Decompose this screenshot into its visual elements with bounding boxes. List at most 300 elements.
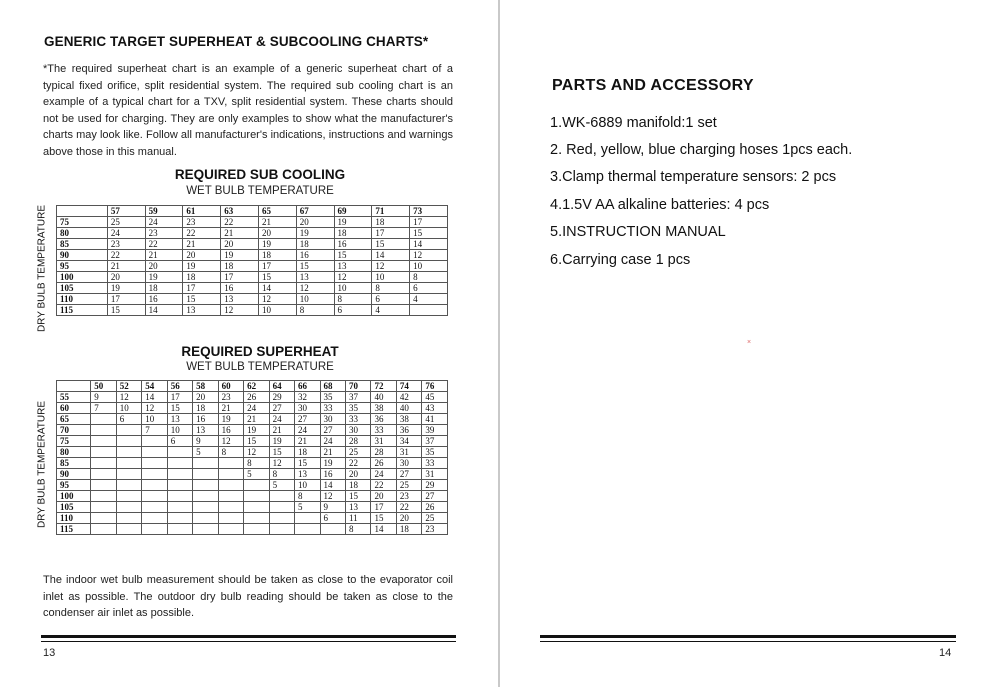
table-cell: 20 <box>258 228 296 239</box>
table-cell: 10 <box>116 403 141 414</box>
column-header: 68 <box>320 381 345 392</box>
table-cell: 22 <box>183 228 221 239</box>
table-row <box>57 469 448 480</box>
table-row <box>57 513 448 524</box>
table-cell: 21 <box>218 403 243 414</box>
footer-rule-thick <box>41 635 456 638</box>
table-cell <box>91 414 116 425</box>
row-header: 60 <box>57 403 91 414</box>
table-cell <box>116 502 141 513</box>
table-cell: 18 <box>145 283 183 294</box>
table-cell: 21 <box>107 261 145 272</box>
footer-rule-thick-right <box>540 635 956 638</box>
table-cell: 12 <box>320 491 345 502</box>
table-cell: 14 <box>258 283 296 294</box>
table-cell: 12 <box>116 392 141 403</box>
table-cell: 22 <box>396 502 421 513</box>
table-cell: 19 <box>320 458 345 469</box>
table-cell: 15 <box>371 513 396 524</box>
table-cell: 30 <box>396 458 421 469</box>
table-cell: 19 <box>258 239 296 250</box>
table-cell <box>91 458 116 469</box>
table-cell: 26 <box>371 458 396 469</box>
table-cell <box>167 502 192 513</box>
table-cell <box>193 513 218 524</box>
table-cell <box>193 458 218 469</box>
table-cell <box>244 480 269 491</box>
table-cell: 16 <box>145 294 183 305</box>
table-cell: 30 <box>345 425 370 436</box>
table-cell <box>142 469 167 480</box>
row-header: 80 <box>57 228 108 239</box>
table-cell: 17 <box>167 392 192 403</box>
table-cell <box>244 491 269 502</box>
table-cell <box>91 524 116 535</box>
table-cell <box>167 513 192 524</box>
table-cell <box>244 524 269 535</box>
table-cell <box>167 480 192 491</box>
table-cell: 14 <box>410 239 448 250</box>
table-cell: 18 <box>221 261 259 272</box>
superheat-title: REQUIRED SUPERHEAT <box>181 344 339 359</box>
row-header: 115 <box>57 524 91 535</box>
table-cell <box>218 524 243 535</box>
table-row <box>57 491 448 502</box>
table-cell: 20 <box>296 217 334 228</box>
table-cell <box>91 425 116 436</box>
table-cell: 21 <box>295 436 320 447</box>
table-cell: 18 <box>396 524 421 535</box>
table-cell: 34 <box>396 436 421 447</box>
column-header: 71 <box>372 206 410 217</box>
table-cell: 10 <box>372 272 410 283</box>
table-cell: 27 <box>320 425 345 436</box>
table-cell: 33 <box>422 458 448 469</box>
row-header: 85 <box>57 239 108 250</box>
table-cell <box>410 305 448 316</box>
column-header: 74 <box>396 381 421 392</box>
table-cell <box>116 491 141 502</box>
table-row <box>57 447 448 458</box>
row-header: 65 <box>57 414 91 425</box>
table-cell: 15 <box>269 447 294 458</box>
table-row <box>57 425 448 436</box>
table-cell: 14 <box>142 392 167 403</box>
row-header: 105 <box>57 502 91 513</box>
table-cell: 12 <box>258 294 296 305</box>
table-cell: 16 <box>296 250 334 261</box>
table-cell: 21 <box>244 414 269 425</box>
table-cell: 8 <box>295 491 320 502</box>
table-cell: 22 <box>221 217 259 228</box>
table-cell: 21 <box>320 447 345 458</box>
column-header: 72 <box>371 381 396 392</box>
table-cell: 25 <box>345 447 370 458</box>
table-cell: 14 <box>372 250 410 261</box>
table-cell: 6 <box>410 283 448 294</box>
table-cell: 17 <box>183 283 221 294</box>
column-header: 67 <box>296 206 334 217</box>
table-cell <box>218 513 243 524</box>
table-row <box>57 524 448 535</box>
table-cell: 15 <box>167 403 192 414</box>
table-cell: 35 <box>422 447 448 458</box>
table-cell: 16 <box>334 239 372 250</box>
table-row <box>57 480 448 491</box>
table-cell: 21 <box>183 239 221 250</box>
stray-mark: × <box>747 339 752 346</box>
row-header: 70 <box>57 425 91 436</box>
table-cell: 22 <box>107 250 145 261</box>
table-cell <box>167 447 192 458</box>
column-header: 50 <box>91 381 116 392</box>
table-row <box>57 217 448 228</box>
table-cell <box>116 436 141 447</box>
table-cell <box>142 524 167 535</box>
table-cell: 20 <box>396 513 421 524</box>
table-cell: 12 <box>410 250 448 261</box>
table-cell <box>116 458 141 469</box>
table-cell <box>218 469 243 480</box>
table-cell <box>142 447 167 458</box>
table-cell: 8 <box>372 283 410 294</box>
table-cell: 19 <box>107 283 145 294</box>
left-page <box>0 0 499 687</box>
table-cell <box>116 425 141 436</box>
table-cell: 17 <box>410 217 448 228</box>
row-header: 80 <box>57 447 91 458</box>
table-cell <box>116 480 141 491</box>
table-cell: 11 <box>345 513 370 524</box>
subcooling-title: REQUIRED SUB COOLING <box>174 167 346 182</box>
table-cell: 39 <box>422 425 448 436</box>
table-cell: 10 <box>142 414 167 425</box>
column-header: 59 <box>145 206 183 217</box>
parts-item: 4.1.5V AA alkaline batteries: 4 pcs <box>550 197 770 213</box>
row-header: 95 <box>57 480 91 491</box>
table-cell: 27 <box>295 414 320 425</box>
table-cell: 13 <box>334 261 372 272</box>
table-header-row <box>57 206 448 217</box>
table-cell: 40 <box>396 403 421 414</box>
table-cell: 31 <box>371 436 396 447</box>
table-cell <box>269 491 294 502</box>
table-cell: 24 <box>145 217 183 228</box>
table-cell: 9 <box>193 436 218 447</box>
parts-item: 5.INSTRUCTION MANUAL <box>550 224 726 240</box>
superheat-side-label: DRY BULB TEMPERATURE <box>36 400 48 529</box>
table-cell: 17 <box>371 502 396 513</box>
table-cell: 17 <box>372 228 410 239</box>
table-cell: 42 <box>396 392 421 403</box>
table-cell: 24 <box>371 469 396 480</box>
table-row <box>57 250 448 261</box>
table-cell: 14 <box>371 524 396 535</box>
table-cell: 6 <box>320 513 345 524</box>
table-cell: 13 <box>183 305 221 316</box>
table-cell: 25 <box>396 480 421 491</box>
table-cell: 18 <box>183 272 221 283</box>
column-header: 52 <box>116 381 141 392</box>
table-cell <box>116 447 141 458</box>
table-cell: 13 <box>295 469 320 480</box>
table-cell: 4 <box>410 294 448 305</box>
table-cell <box>116 524 141 535</box>
table-cell: 36 <box>396 425 421 436</box>
table-cell: 6 <box>116 414 141 425</box>
table-cell: 14 <box>145 305 183 316</box>
table-cell: 26 <box>244 392 269 403</box>
footer-rule-thin <box>41 641 456 642</box>
column-header: 61 <box>183 206 221 217</box>
table-cell: 17 <box>107 294 145 305</box>
table-cell <box>193 469 218 480</box>
table-cell: 20 <box>371 491 396 502</box>
table-cell: 17 <box>221 272 259 283</box>
table-cell: 33 <box>371 425 396 436</box>
table-row <box>57 403 448 414</box>
table-cell <box>193 524 218 535</box>
charts-title: GENERIC TARGET SUPERHEAT & SUBCOOLING CHARTS* <box>44 34 429 49</box>
column-header: 66 <box>295 381 320 392</box>
table-cell: 20 <box>221 239 259 250</box>
parts-item: 2. Red, yellow, blue charging hoses 1pcs each. <box>550 142 853 158</box>
table-cell: 15 <box>244 436 269 447</box>
table-row <box>57 502 448 513</box>
table-cell: 10 <box>258 305 296 316</box>
table-cell: 8 <box>244 458 269 469</box>
table-cell: 9 <box>320 502 345 513</box>
table-cell: 14 <box>320 480 345 491</box>
table-cell: 15 <box>258 272 296 283</box>
table-cell <box>218 502 243 513</box>
superheat-subtitle: WET BULB TEMPERATURE <box>186 361 334 373</box>
row-header: 75 <box>57 217 108 228</box>
row-header: 100 <box>57 272 108 283</box>
table-cell <box>269 524 294 535</box>
table-cell: 6 <box>334 305 372 316</box>
table-cell: 7 <box>91 403 116 414</box>
table-cell: 15 <box>107 305 145 316</box>
table-cell: 29 <box>269 392 294 403</box>
table-cell: 31 <box>422 469 448 480</box>
table-cell: 19 <box>296 228 334 239</box>
table-cell: 12 <box>142 403 167 414</box>
table-cell <box>218 458 243 469</box>
table-cell <box>295 524 320 535</box>
row-header: 115 <box>57 305 108 316</box>
row-header: 95 <box>57 261 108 272</box>
column-header: 58 <box>193 381 218 392</box>
table-header-row <box>57 381 448 392</box>
table-cell <box>244 513 269 524</box>
table-cell: 20 <box>345 469 370 480</box>
table-cell: 21 <box>221 228 259 239</box>
table-cell: 35 <box>345 403 370 414</box>
table-cell: 6 <box>167 436 192 447</box>
table-cell: 18 <box>295 447 320 458</box>
table-cell: 8 <box>334 294 372 305</box>
table-cell: 23 <box>422 524 448 535</box>
table-cell: 16 <box>193 414 218 425</box>
table-row <box>57 239 448 250</box>
superheat-table <box>56 380 448 535</box>
row-header: 110 <box>57 294 108 305</box>
table-cell: 24 <box>107 228 145 239</box>
parts-item: 6.Carrying case 1 pcs <box>550 252 691 268</box>
table-cell: 27 <box>422 491 448 502</box>
table-cell: 20 <box>107 272 145 283</box>
table-cell: 5 <box>269 480 294 491</box>
table-cell <box>218 480 243 491</box>
table-cell: 23 <box>396 491 421 502</box>
table-cell <box>269 513 294 524</box>
table-row <box>57 305 448 316</box>
table-cell: 19 <box>244 425 269 436</box>
table-cell <box>269 502 294 513</box>
column-header: 64 <box>269 381 294 392</box>
table-row <box>57 272 448 283</box>
table-cell: 16 <box>218 425 243 436</box>
table-cell: 20 <box>145 261 183 272</box>
table-cell: 13 <box>296 272 334 283</box>
column-header: 62 <box>244 381 269 392</box>
table-row <box>57 414 448 425</box>
table-cell: 10 <box>167 425 192 436</box>
parts-item: 1.WK-6889 manifold:1 set <box>550 115 717 131</box>
table-cell: 25 <box>107 217 145 228</box>
table-cell <box>142 458 167 469</box>
table-cell: 13 <box>167 414 192 425</box>
table-cell <box>142 513 167 524</box>
table-cell: 8 <box>410 272 448 283</box>
table-cell: 19 <box>269 436 294 447</box>
table-cell: 15 <box>410 228 448 239</box>
table-cell: 32 <box>295 392 320 403</box>
table-cell: 15 <box>296 261 334 272</box>
table-cell: 33 <box>345 414 370 425</box>
table-cell: 19 <box>221 250 259 261</box>
table-cell: 23 <box>107 239 145 250</box>
table-row <box>57 283 448 294</box>
table-cell: 35 <box>320 392 345 403</box>
column-header: 73 <box>410 206 448 217</box>
table-cell: 18 <box>258 250 296 261</box>
table-cell: 24 <box>295 425 320 436</box>
table-cell: 36 <box>371 414 396 425</box>
table-cell: 18 <box>296 239 334 250</box>
subcooling-side-label: DRY BULB TEMPERATURE <box>36 204 48 333</box>
table-cell <box>91 436 116 447</box>
table-cell: 10 <box>334 283 372 294</box>
table-cell <box>193 480 218 491</box>
table-cell: 27 <box>396 469 421 480</box>
column-header: 54 <box>142 381 167 392</box>
table-cell <box>91 447 116 458</box>
table-cell <box>142 502 167 513</box>
subcooling-subtitle: WET BULB TEMPERATURE <box>186 185 334 197</box>
column-header: 63 <box>221 206 259 217</box>
table-cell: 26 <box>422 502 448 513</box>
table-cell: 12 <box>334 272 372 283</box>
column-header: 56 <box>167 381 192 392</box>
row-header: 75 <box>57 436 91 447</box>
table-cell: 41 <box>422 414 448 425</box>
table-cell: 12 <box>218 436 243 447</box>
table-cell: 19 <box>334 217 372 228</box>
table-cell <box>167 469 192 480</box>
table-cell: 30 <box>295 403 320 414</box>
subcooling-table <box>56 205 448 316</box>
table-cell: 29 <box>422 480 448 491</box>
table-cell: 5 <box>295 502 320 513</box>
table-row <box>57 436 448 447</box>
table-cell <box>167 458 192 469</box>
table-row <box>57 392 448 403</box>
table-cell: 43 <box>422 403 448 414</box>
table-cell: 20 <box>193 392 218 403</box>
table-cell: 9 <box>91 392 116 403</box>
table-cell <box>91 491 116 502</box>
table-cell: 8 <box>269 469 294 480</box>
table-cell: 40 <box>371 392 396 403</box>
table-cell <box>167 524 192 535</box>
table-cell: 24 <box>269 414 294 425</box>
table-cell: 8 <box>296 305 334 316</box>
row-header: 110 <box>57 513 91 524</box>
table-cell <box>91 469 116 480</box>
table-cell: 22 <box>145 239 183 250</box>
parts-item: 3.Clamp thermal temperature sensors: 2 pcs <box>550 169 837 185</box>
table-cell: 13 <box>345 502 370 513</box>
table-cell: 6 <box>372 294 410 305</box>
table-cell: 24 <box>320 436 345 447</box>
table-cell: 10 <box>296 294 334 305</box>
table-cell: 15 <box>334 250 372 261</box>
table-corner-cell <box>57 381 91 392</box>
table-cell <box>116 469 141 480</box>
table-cell: 12 <box>221 305 259 316</box>
footer-rule-thin-right <box>540 641 956 642</box>
table-cell: 30 <box>320 414 345 425</box>
table-cell: 20 <box>183 250 221 261</box>
table-cell: 45 <box>422 392 448 403</box>
table-cell: 12 <box>269 458 294 469</box>
table-cell: 19 <box>145 272 183 283</box>
table-row <box>57 228 448 239</box>
table-cell: 10 <box>295 480 320 491</box>
table-cell: 19 <box>218 414 243 425</box>
table-cell: 8 <box>345 524 370 535</box>
table-cell <box>142 436 167 447</box>
page-number-right: 14 <box>939 647 952 659</box>
charts-intro-paragraph: *The required superheat chart is an example of a generic superheat chart of a typical fixed orifice, split residential system. The required sub cooling chart is an example of a typical chart for a TXV, split residential system. These charts should not be used for charging. They are only examples to show what the manufacturer's charts may look like. Follow all manufacturer's indications, instructions and warnings above those in this manual. <box>43 63 453 158</box>
column-header: 65 <box>258 206 296 217</box>
table-cell: 24 <box>244 403 269 414</box>
table-cell: 12 <box>372 261 410 272</box>
table-cell: 12 <box>244 447 269 458</box>
table-cell <box>142 480 167 491</box>
table-cell: 23 <box>145 228 183 239</box>
parts-title: PARTS AND ACCESSORY <box>552 77 754 94</box>
table-cell: 5 <box>244 469 269 480</box>
table-cell: 15 <box>295 458 320 469</box>
table-cell: 15 <box>345 491 370 502</box>
table-cell: 23 <box>183 217 221 228</box>
row-header: 85 <box>57 458 91 469</box>
table-cell: 10 <box>410 261 448 272</box>
table-cell <box>320 524 345 535</box>
